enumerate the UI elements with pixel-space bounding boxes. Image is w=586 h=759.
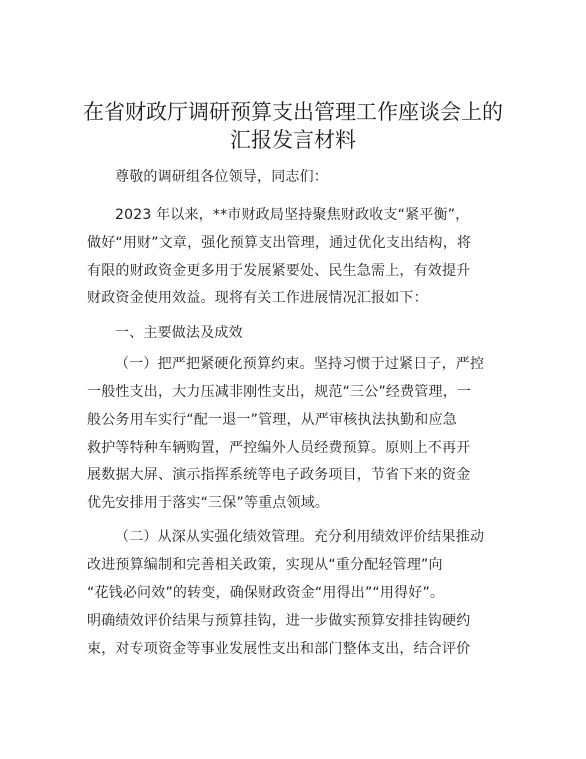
paragraph-1-line-2: 做好“用财”文章，强化预算支出管理，通过优化支出结构，将 [87, 235, 472, 251]
section-heading-1: 一、主要做法及成效 [115, 325, 243, 341]
paragraph-2-line-2: 一般性支出，大力压减非刚性支出，规范“三公”经费管理，一 [87, 384, 472, 400]
title-line-1: 在省财政厅调研预算支出管理工作座谈会上的 [83, 100, 503, 124]
title-line-2: 汇报发言材料 [230, 128, 356, 152]
paragraph-3-line-1: （二）从深从实强化绩效管理。充分利用绩效评价结果推动 [115, 529, 485, 545]
paragraph-1-line-4: 财政资金使用效益。现将有关工作进展情况汇报如下： [87, 290, 428, 306]
salutation: 尊敬的调研组各位领导，同志们： [115, 169, 328, 185]
paragraph-1-line-1: 2023 年以来，**市财政局坚持聚焦财政收支“紧平衡”， [115, 207, 470, 223]
paragraph-3-line-4: 明确绩效评价结果与预算挂钩，进一步做实预算安排挂钩硬约 [87, 613, 471, 629]
paragraph-2-line-4: 救护等特种车辆购置，严控编外人员经费预算。原则上不再开 [87, 440, 471, 456]
paragraph-2-line-6: 优先安排用于落实“三保”等重点领域。 [87, 495, 330, 511]
paragraph-2-line-1: （一）把严把紧硬化预算约束。坚持习惯于过紧日子，严控 [115, 356, 485, 372]
paragraph-3-line-2: 改进预算编制和完善相关政策，实现从“重分配轻管理”向 [87, 557, 443, 573]
paragraph-3-line-5: 束，对专项资金等事业发展性支出和部门整体支出，结合评价 [87, 641, 471, 657]
paragraph-1-line-3: 有限的财政资金更多用于发展紧要处、民生急需上，有效提升 [87, 263, 471, 279]
paragraph-2-line-3: 般公务用车实行“配一退一”管理，从严审核执法执勤和应急 [87, 412, 457, 428]
paragraph-2-line-5: 展数据大屏、演示指挥系统等电子政务项目，节省下来的资金 [87, 467, 471, 483]
paragraph-3-line-3: “花钱必问效”的转变，确保财政资金“用得出”“用得好”。 [87, 585, 445, 601]
